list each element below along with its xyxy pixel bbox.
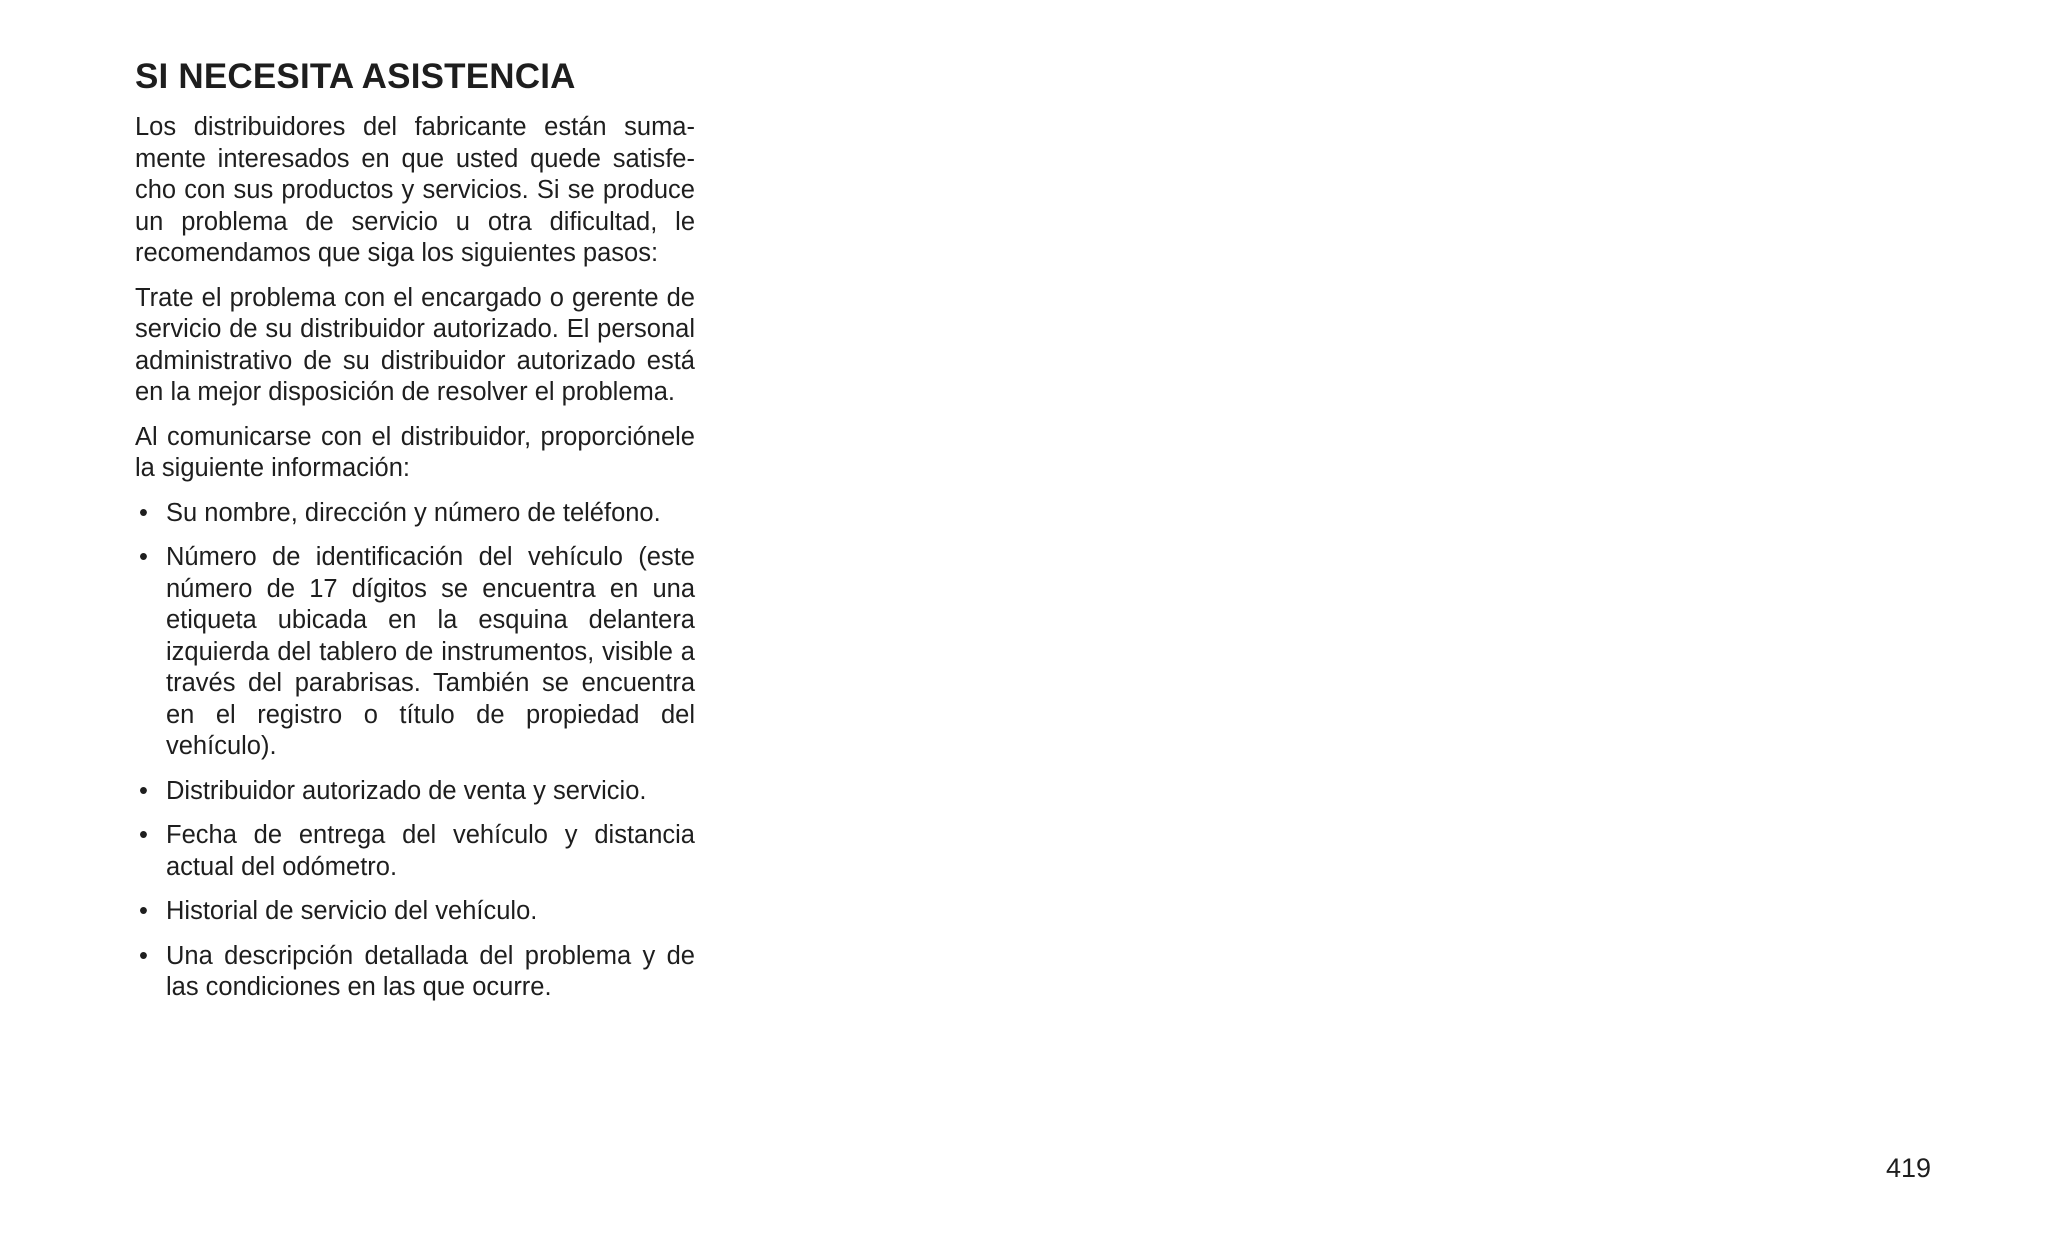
- list-item: [135, 776, 695, 808]
- bullet-icon: •: [139, 543, 148, 571]
- list-item: [135, 896, 695, 928]
- paragraph-contact-dealer: Trate el problema con el encargado o gerente de servicio de su distribuidor autorizado. El personal administrativo de su distribuidor autorizado está en la mejor disposición de resolver el problema.: [135, 283, 695, 406]
- list-item-text: Historial de servicio del vehículo.: [166, 897, 538, 925]
- list-item-text: Su nombre, dirección y número de teléfono.: [166, 498, 661, 527]
- bullet-icon: •: [139, 897, 148, 925]
- content-column: [135, 56, 695, 1017]
- list-item-text: Fecha de entrega del vehículo y distancia actual del odómetro.: [166, 821, 695, 881]
- section-title: SI NECESITA ASISTENCIA: [135, 57, 576, 96]
- page-number: 419: [1886, 1153, 1932, 1183]
- info-bullet-list: [135, 498, 695, 1004]
- paragraph-intro: Los distribuidores del fabricante están sumamente interesados en que usted quede satisfecho con sus productos y servicios. Si se produce un problema de servicio u otra dificultad, le recomendamos que siga los siguientes pasos:: [135, 113, 695, 267]
- list-item: [135, 941, 695, 1004]
- list-item: [135, 542, 695, 763]
- paragraph-provide-info: Al comunicarse con el distribuidor, proporciónele la siguiente información:: [135, 422, 695, 482]
- bullet-icon: •: [139, 498, 148, 527]
- bullet-icon: •: [139, 941, 148, 970]
- list-item: [135, 498, 695, 530]
- list-item-text: Una descripción detallada del problema y de las condiciones en las que ocurre.: [166, 941, 695, 1001]
- bullet-icon: •: [139, 821, 148, 849]
- list-item-text: Número de identificación del vehículo (este número de 17 dígitos se encuentra en una etiqueta ubicada en la esquina delantera izquierda del tablero de instrumentos, visible a través del parabrisas. También se encuentra en el registro o título de propiedad del vehículo).: [166, 543, 695, 760]
- bullet-icon: •: [139, 776, 148, 805]
- list-item: [135, 820, 695, 883]
- list-item-text: Distribuidor autorizado de venta y servicio.: [166, 776, 647, 805]
